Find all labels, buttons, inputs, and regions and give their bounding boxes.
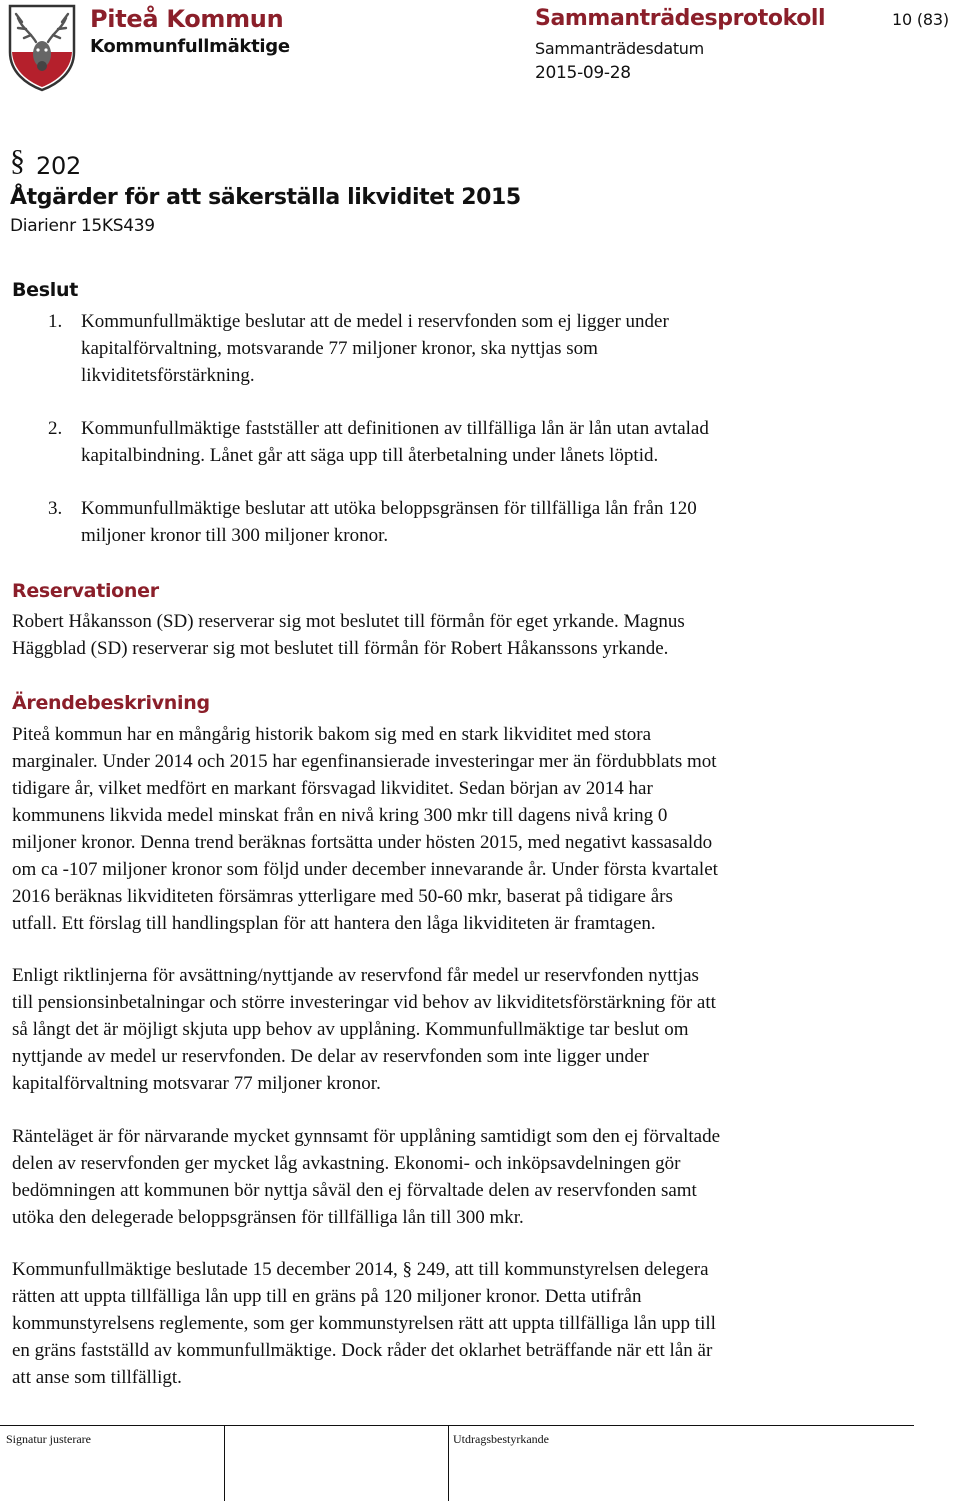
paragraph-symbol: § [10,144,25,177]
description-paragraph [12,1256,952,1391]
footer-divider [448,1425,449,1501]
text-line: bedömningen att kommunen bör nyttja såväl den ej förvaltade delen av reservfonden samt [12,1180,697,1201]
text-line: en gräns fastställd av kommunfullmäktige. Dock råder det oklarhet beträffande när ett lån är [12,1340,713,1361]
text-line: nyttjande av medel ur reservfonden. De delar av reservfonden som inte ligger under [12,1046,649,1067]
utdragsbestyrkande-label: Utdragsbestyrkande [453,1432,549,1446]
text-line: så långt det är möjligt skjuta upp behov av upplåning. Kommunfullmäktige tar beslut om [12,1019,689,1040]
case-title: Åtgärder för att säkerställa likviditet 2015 [10,185,521,210]
text-line: Enligt riktlinjerna för avsättning/nyttjande av reservfond får medel ur reservfonden nyttjas [12,965,699,986]
text-line: att anse som tillfälligt. [12,1367,182,1388]
text-line: 2016 beräknas likviditeten försämras ytterligare med 50-60 mkr, baserat på tidigare års [12,886,673,907]
paragraph-number: 202 [36,152,81,180]
description-paragraph [12,962,952,1097]
text-line: Ränteläget är för närvarande mycket gynnsamt för upplåning samtidigt som den ej förvaltade [12,1126,721,1147]
text-line: Häggblad (SD) reserverar sig mot beslutet till förmån för Robert Håkanssons yrkande. [12,638,669,659]
org-name: Piteå Kommun [90,5,284,33]
text-line: utfall. Ett förslag till handlingsplan för att hantera den låga likviditeten är framtagen. [12,913,656,934]
text-line: Piteå kommun har en mångårig historik bakom sig med en stark likviditet med stora [12,724,652,745]
page-number: 10 (83) [892,10,949,29]
decision-line: kapitalförvaltning, motsvarande 77 miljoner kronor, ska nyttjas som [81,338,598,359]
text-line: kapitalförvaltning motsvarar 77 miljoner kronor. [12,1073,381,1094]
text-line: rätten att uppta tillfälliga lån upp till en gräns på 120 miljoner kronor. Detta utifrån [12,1286,642,1307]
text-line: Robert Håkansson (SD) reserverar sig mot beslutet till förmån för eget yrkande. Magnus [12,611,685,632]
decision-line: likviditetsförstärkning. [81,365,255,386]
decision-line: Kommunfullmäktige beslutar att de medel i reservfonden som ej ligger under [81,311,669,332]
meeting-date-value: 2015-09-28 [535,63,631,83]
decision-line: Kommunfullmäktige beslutar att utöka beloppsgränsen för tillfälliga lån från 120 [81,498,697,519]
decision-line: miljoner kronor till 300 miljoner kronor. [81,525,389,546]
text-line: kommunstyrelsens reglemente, som ger kommunstyrelsen rätt att uppta tillfälliga lån upp till [12,1313,716,1334]
meeting-date-label: Sammanträdesdatum [535,39,704,58]
reservationer-heading: Reservationer [12,580,159,602]
decision-number: 2. [48,418,63,439]
decision-line: kapitalbindning. Lånet går att säga upp till återbetalning under lånets löptid. [81,445,659,466]
arendebeskrivning-heading: Ärendebeskrivning [12,692,210,714]
text-line: miljoner kronor. Denna trend beräknas fortsätta under hösten 2015, med negativt kassasaldo [12,832,713,853]
footer-divider [0,1425,914,1426]
text-line: till pensionsinbetalningar och större investeringar vid behov av likviditetsförstärkning för att [12,992,716,1013]
decision-line: Kommunfullmäktige fastställer att definitionen av tillfälliga lån är lån utan avtalad [81,418,709,439]
org-unit: Kommunfullmäktige [90,36,290,57]
case-diarienr: Diarienr 15KS439 [10,216,155,236]
document-title: Sammanträdesprotokoll [535,6,826,31]
text-line: marginaler. Under 2014 och 2015 har egenfinansierade investeringar mer än fördubblats mot [12,751,717,772]
beslut-heading: Beslut [12,279,78,301]
text-line: om ca -107 miljoner kronor som följd under december innevarande år. Under första kvartalet [12,859,718,880]
footer-divider [224,1425,225,1501]
text-line: utöka den delegerade beloppsgränsen för tillfälliga lån till 300 mkr. [12,1207,524,1228]
description-paragraph [12,721,952,937]
reindeer-crest-icon [6,2,78,92]
description-paragraph [12,1123,952,1231]
text-line: Kommunfullmäktige beslutade 15 december 2014, § 249, att till kommunstyrelsen delegera [12,1259,709,1280]
text-line: kommunens likvida medel minskat från en nivå kring 300 mkr till dagens nivå kring 0 [12,805,668,826]
decision-number: 3. [48,498,63,519]
decision-number: 1. [48,311,63,332]
text-line: tidigare år, vilket medfört en markant försvagad likviditet. Sedan början av 2014 har [12,778,653,799]
reservationer-text [12,608,952,662]
signatur-justerare-label: Signatur justerare [6,1432,91,1446]
text-line: delen av reservfonden ger mycket låg avkastning. Ekonomi- och inköpsavdelningen gör [12,1153,681,1174]
